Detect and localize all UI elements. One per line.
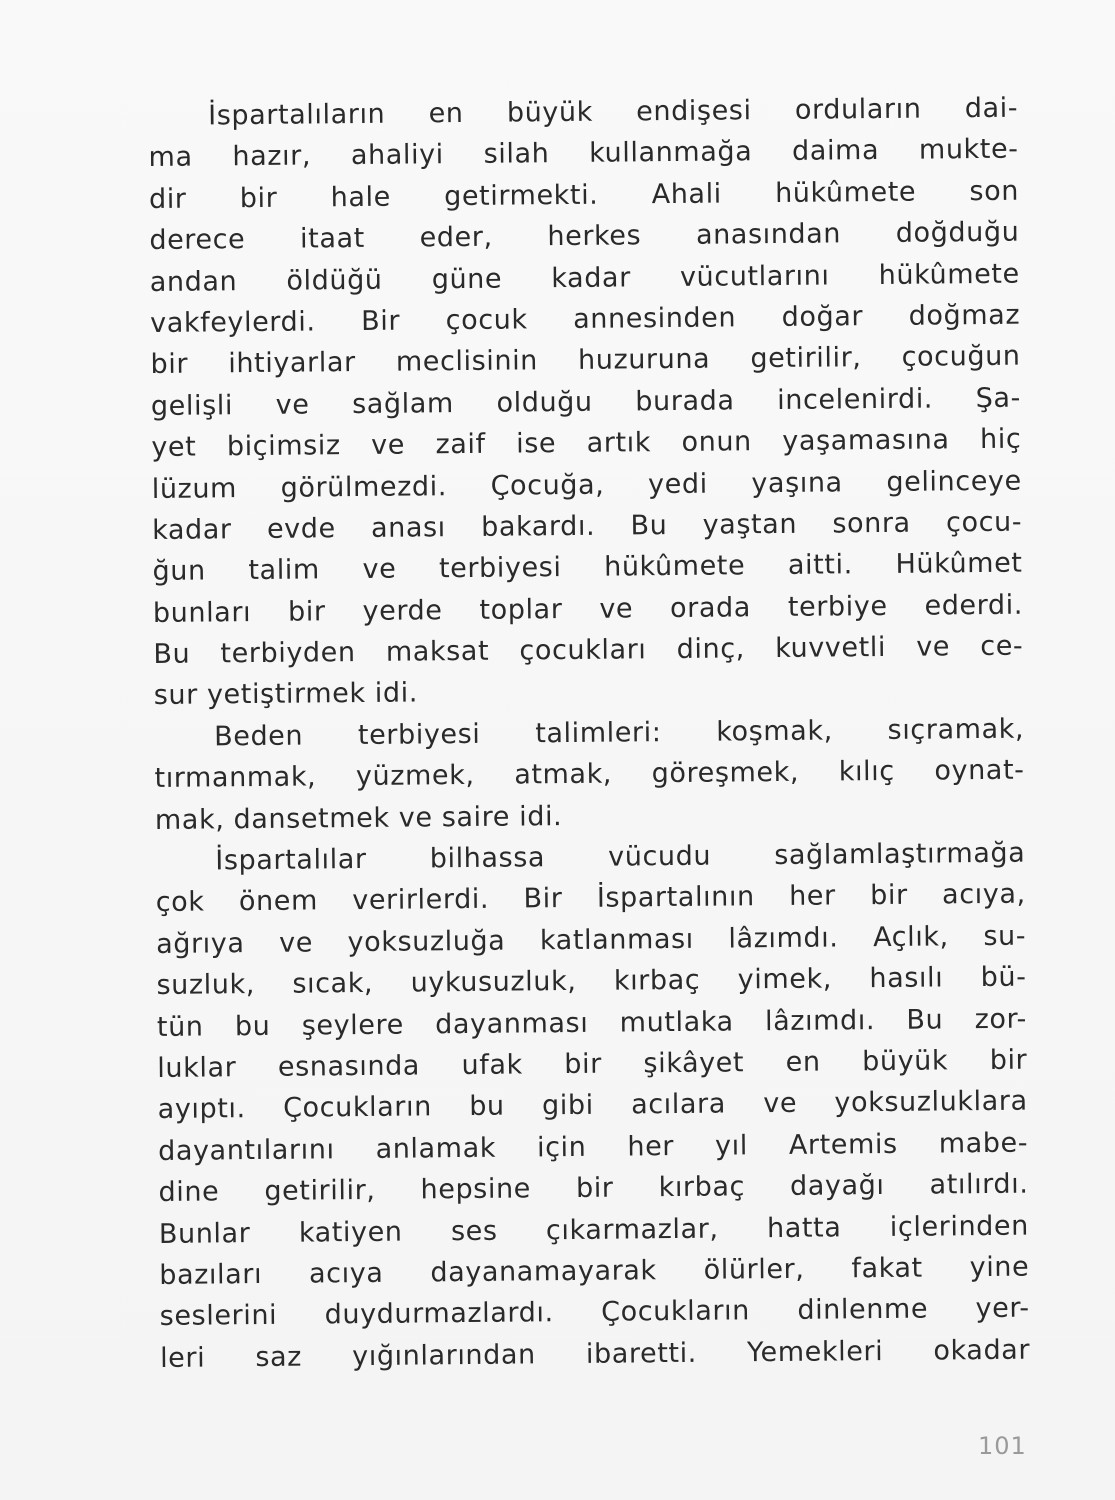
text-line: vakfeylerdi. Bir çocuk annesinden doğar doğmaz — [150, 299, 1021, 339]
text-line: gelişli ve sağlam olduğu burada incelenirdi. Şa- — [150, 382, 1022, 422]
text-line: kadar evde anası bakardı. Bu yaştan sonra çocu- — [152, 506, 1023, 546]
text-line: Beden terbiyesi talimleri: koşmak, sıçramak, — [214, 713, 1025, 753]
text-line: yet biçimsiz ve zaif ise artık onun yaşamasına hiç — [151, 423, 1022, 464]
text-line: bir ihtiyarlar meclisinin huzuruna getirilir, çocuğun — [150, 340, 1021, 381]
text-line: dir bir hale getirmekti. Ahali hükûmete son — [148, 175, 1020, 215]
text-line: bunları bir yerde toplar ve orada terbiye ederdi. — [152, 589, 1024, 629]
text-line: bazıları acıya dayanamayarak ölürler, fakat yine — [159, 1251, 1030, 1291]
text-line: andan öldüğü güne kadar vücutlarını hükûmete — [149, 258, 1020, 298]
text-line: tün bu şeylere dayanması mutlaka lâzımdı. Bu zor- — [156, 1003, 1028, 1043]
text-line: Bunlar katiyen ses çıkarmazlar, hatta içlerinden — [158, 1210, 1030, 1250]
text-line: luklar esnasında ufak bir şikâyet en büyük bir — [157, 1044, 1028, 1084]
text-line: leri saz yığınlarından ibaretti. Yemekleri okadar — [159, 1334, 1031, 1374]
text-line: Bu terbiyden maksat çocukları dinç, kuvvetli ve ce- — [153, 630, 1024, 671]
text-line: tırmanmak, yüzmek, atmak, göreşmek, kılıç oynat- — [154, 754, 1025, 795]
text-line: mak, dansetmek ve saire idi. — [154, 800, 563, 836]
text-line: seslerini duydurmazlardı. Çocukların dinlenme yer- — [159, 1292, 1030, 1333]
text-line: dine getirilir, hepsine bir kırbaç dayağı atılırdı. — [158, 1168, 1029, 1209]
body-text — [148, 88, 1030, 1379]
page-number: 101 — [978, 1432, 1027, 1460]
text-line: çok önem verirlerdi. Bir İspartalının her bir acıya, — [155, 879, 1026, 919]
text-line: ma hazır, ahaliyi silah kullanmağa daima mukte- — [148, 134, 1019, 174]
text-line: ğun talim ve terbiyesi hükûmete aitti. Hükûmet — [152, 547, 1023, 588]
text-line: dayantılarını anlamak için her yıl Artemis mabe- — [157, 1127, 1029, 1167]
text-line: ayıptı. Çocukların bu gibi acılara ve yoksuzluklara — [157, 1085, 1028, 1126]
text-line: suzluk, sıcak, uykusuzluk, kırbaç yimek, hasılı bü- — [156, 961, 1027, 1002]
text-line: derece itaat eder, herkes anasından doğduğu — [149, 216, 1020, 257]
text-line: ağrıya ve yoksuzluğa katlanması lâzımdı. Açlık, su- — [155, 920, 1027, 960]
text-line: sur yetiştirmek idi. — [153, 677, 419, 712]
text-line: İspartalılar bilhassa vücudu sağlamlaştırmağa — [215, 837, 1026, 877]
text-line: lüzum görülmezdi. Çocuğa, yedi yaşına gelinceye — [151, 465, 1022, 505]
text-line: İspartalıların en büyük endişesi orduların dai- — [208, 92, 1019, 132]
